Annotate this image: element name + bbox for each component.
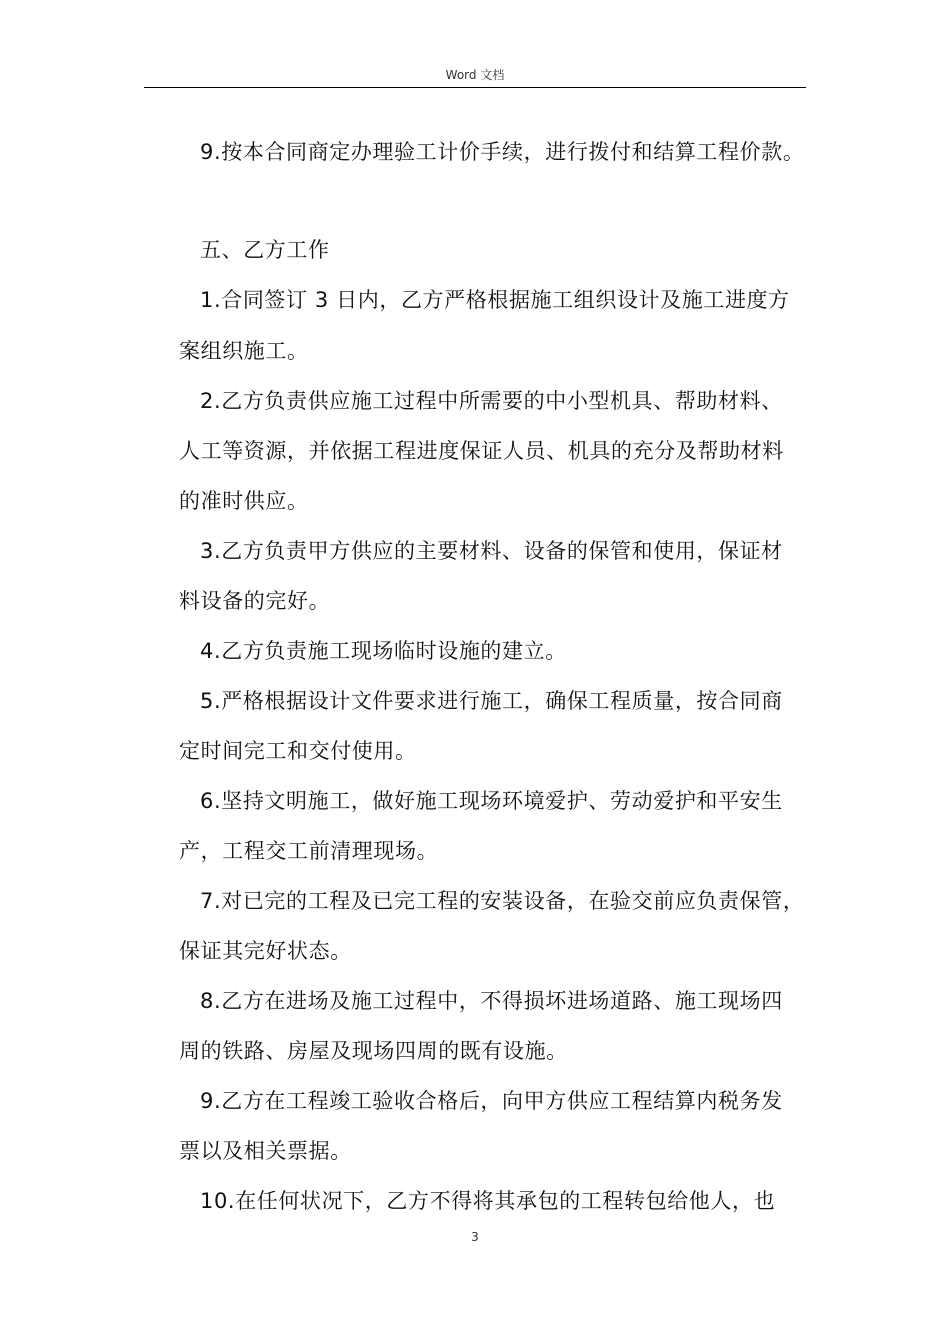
- text-line: 4.乙方负责施工现场临时设施的建立。: [200, 639, 567, 663]
- text-line: 案组织施工。: [179, 339, 309, 363]
- text-line: 人工等资源，并依据工程进度保证人员、机具的充分及帮助材料: [179, 439, 784, 463]
- section-heading: 五、乙方工作: [200, 238, 330, 262]
- page-number: 3: [471, 1230, 479, 1244]
- text-line: 8.乙方在进场及施工过程中，不得损坏进场道路、施工现场四: [200, 989, 783, 1013]
- text-line: 3.乙方负责甲方供应的主要材料、设备的保管和使用，保证材: [200, 539, 783, 563]
- text-line: 保证其完好状态。: [179, 939, 352, 963]
- text-line: 料设备的完好。: [179, 589, 331, 613]
- text-line: 1.合同签订 3 日内，乙方严格根据施工组织设计及施工进度方: [200, 288, 790, 312]
- text-line: 10.在任何状况下，乙方不得将其承包的工程转包给他人，也: [200, 1189, 776, 1213]
- text-line: 的准时供应。: [179, 489, 309, 513]
- text-line: 6.坚持文明施工，做好施工现场环境爱护、劳动爱护和平安生: [200, 789, 783, 813]
- text-line: 5.严格根据设计文件要求进行施工，确保工程质量，按合同商: [200, 689, 783, 713]
- text-line: 7.对已完的工程及已完工程的安装设备，在验交前应负责保管，: [200, 889, 805, 913]
- text-line: 2.乙方负责供应施工过程中所需要的中小型机具、帮助材料、: [200, 389, 783, 413]
- text-line: 产，工程交工前清理现场。: [179, 839, 439, 863]
- text-line: 票以及相关票据。: [179, 1139, 352, 1163]
- text-line: 9.乙方在工程竣工验收合格后，向甲方供应工程结算内税务发: [200, 1089, 783, 1113]
- text-line: 周的铁路、房屋及现场四周的既有设施。: [179, 1039, 568, 1063]
- text-line: 9.按本合同商定办理验工计价手续，进行拨付和结算工程价款。: [200, 140, 805, 164]
- text-line: 定时间完工和交付使用。: [179, 739, 417, 763]
- page-header: Word 文档: [445, 68, 505, 82]
